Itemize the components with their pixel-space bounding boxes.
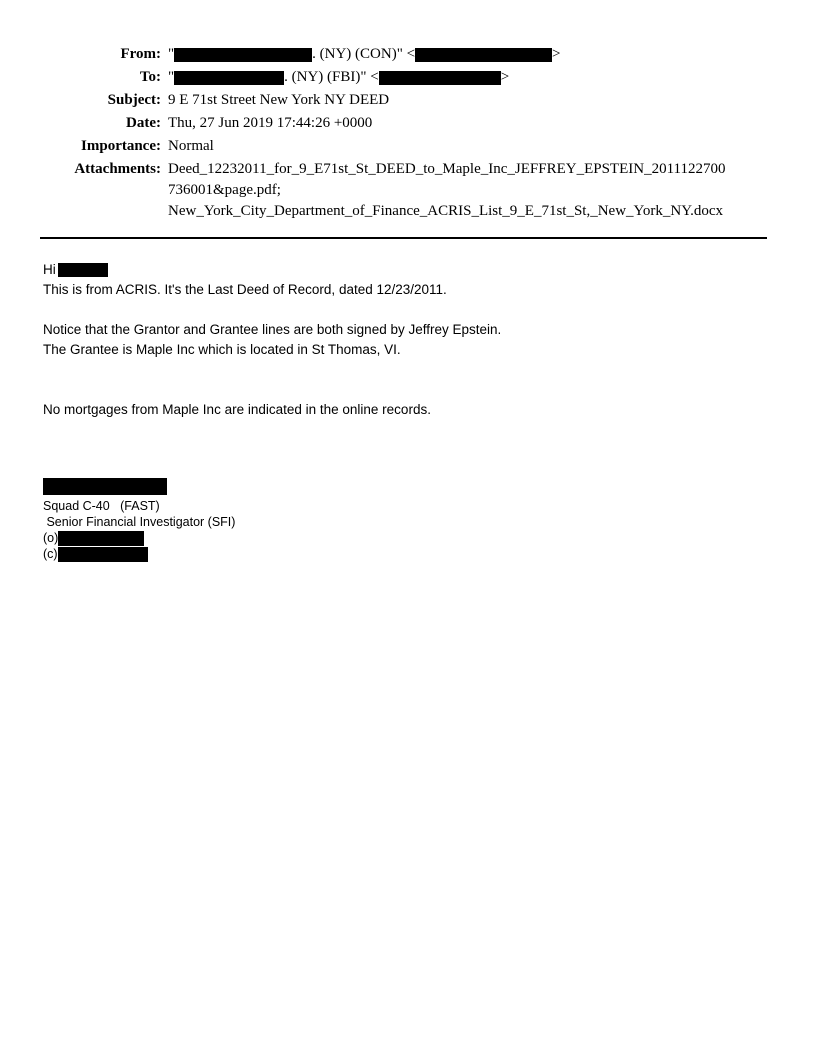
signature-squad: Squad C-40 (FAST) bbox=[43, 499, 160, 513]
attachments-label: Attachments: bbox=[74, 161, 161, 177]
signature-office-phone bbox=[43, 530, 235, 546]
to-label: To: bbox=[139, 69, 161, 85]
attachment-2: New_York_City_Department_of_Finance_ACRIS_List_9_E_71st_St,_New_York_NY.docx bbox=[168, 203, 723, 219]
body-paragraph-1: This is from ACRIS. It's the Last Deed of Record, dated 12/23/2011. bbox=[43, 282, 447, 297]
header-row-date bbox=[44, 113, 772, 133]
redaction-from-name bbox=[174, 48, 312, 62]
body-spacer-2 bbox=[43, 360, 773, 380]
body-spacer-3 bbox=[43, 380, 773, 400]
header-row-from bbox=[44, 44, 772, 64]
to-quote-open: " bbox=[168, 69, 175, 85]
redaction-to-address bbox=[379, 71, 501, 85]
body-paragraph-4: No mortgages from Maple Inc are indicated in the online records. bbox=[43, 402, 431, 417]
date-value: Thu, 27 Jun 2019 17:44:26 +0000 bbox=[168, 115, 373, 131]
redaction-recipient-name bbox=[58, 263, 108, 277]
redaction-from-address bbox=[415, 48, 552, 62]
cell-phone-label: (c) bbox=[43, 547, 58, 562]
greeting-text: Hi bbox=[43, 262, 56, 277]
header-row-importance bbox=[44, 136, 772, 156]
body-greeting bbox=[43, 260, 773, 280]
attachment-1-line2: 736001&page.pdf; bbox=[168, 182, 281, 198]
subject-value: 9 E 71st Street New York NY DEED bbox=[168, 92, 390, 108]
attachments-value bbox=[168, 159, 772, 222]
header-body-divider bbox=[40, 237, 767, 239]
email-header bbox=[44, 44, 772, 225]
body-paragraph-3: The Grantee is Maple Inc which is located in St Thomas, VI. bbox=[43, 342, 401, 357]
from-label: From: bbox=[120, 46, 161, 62]
attachment-1-line1: Deed_12232011_for_9_E71st_St_DEED_to_Maple_Inc_JEFFREY_EPSTEIN_2011122700 bbox=[168, 161, 726, 177]
redaction-signature-name bbox=[43, 478, 167, 495]
date-label: Date: bbox=[126, 115, 161, 131]
redaction-office-phone bbox=[58, 531, 144, 546]
email-body bbox=[43, 260, 773, 420]
office-phone-label: (o) bbox=[43, 531, 59, 545]
from-quote-open: " bbox=[168, 46, 175, 62]
body-spacer-1 bbox=[43, 300, 773, 320]
from-suffix: > bbox=[552, 46, 561, 62]
redaction-cell-phone bbox=[58, 547, 148, 562]
to-value bbox=[168, 67, 772, 87]
signature-title: Senior Financial Investigator (SFI) bbox=[43, 515, 236, 529]
header-row-attachments bbox=[44, 159, 772, 222]
importance-value: Normal bbox=[168, 138, 214, 154]
email-signature bbox=[43, 478, 235, 562]
header-row-to bbox=[44, 67, 772, 87]
signature-cell-phone bbox=[43, 546, 235, 562]
from-middle: . (NY) (CON)" < bbox=[312, 46, 416, 62]
subject-label: Subject: bbox=[107, 92, 161, 108]
to-suffix: > bbox=[500, 69, 510, 85]
to-middle: . (NY) (FBI)" < bbox=[284, 69, 379, 85]
from-value bbox=[168, 44, 772, 64]
body-paragraph-2: Notice that the Grantor and Grantee lines are both signed by Jeffrey Epstein. bbox=[43, 322, 502, 337]
redaction-to-name bbox=[174, 71, 284, 85]
header-row-subject bbox=[44, 90, 772, 110]
importance-label: Importance: bbox=[81, 138, 161, 154]
